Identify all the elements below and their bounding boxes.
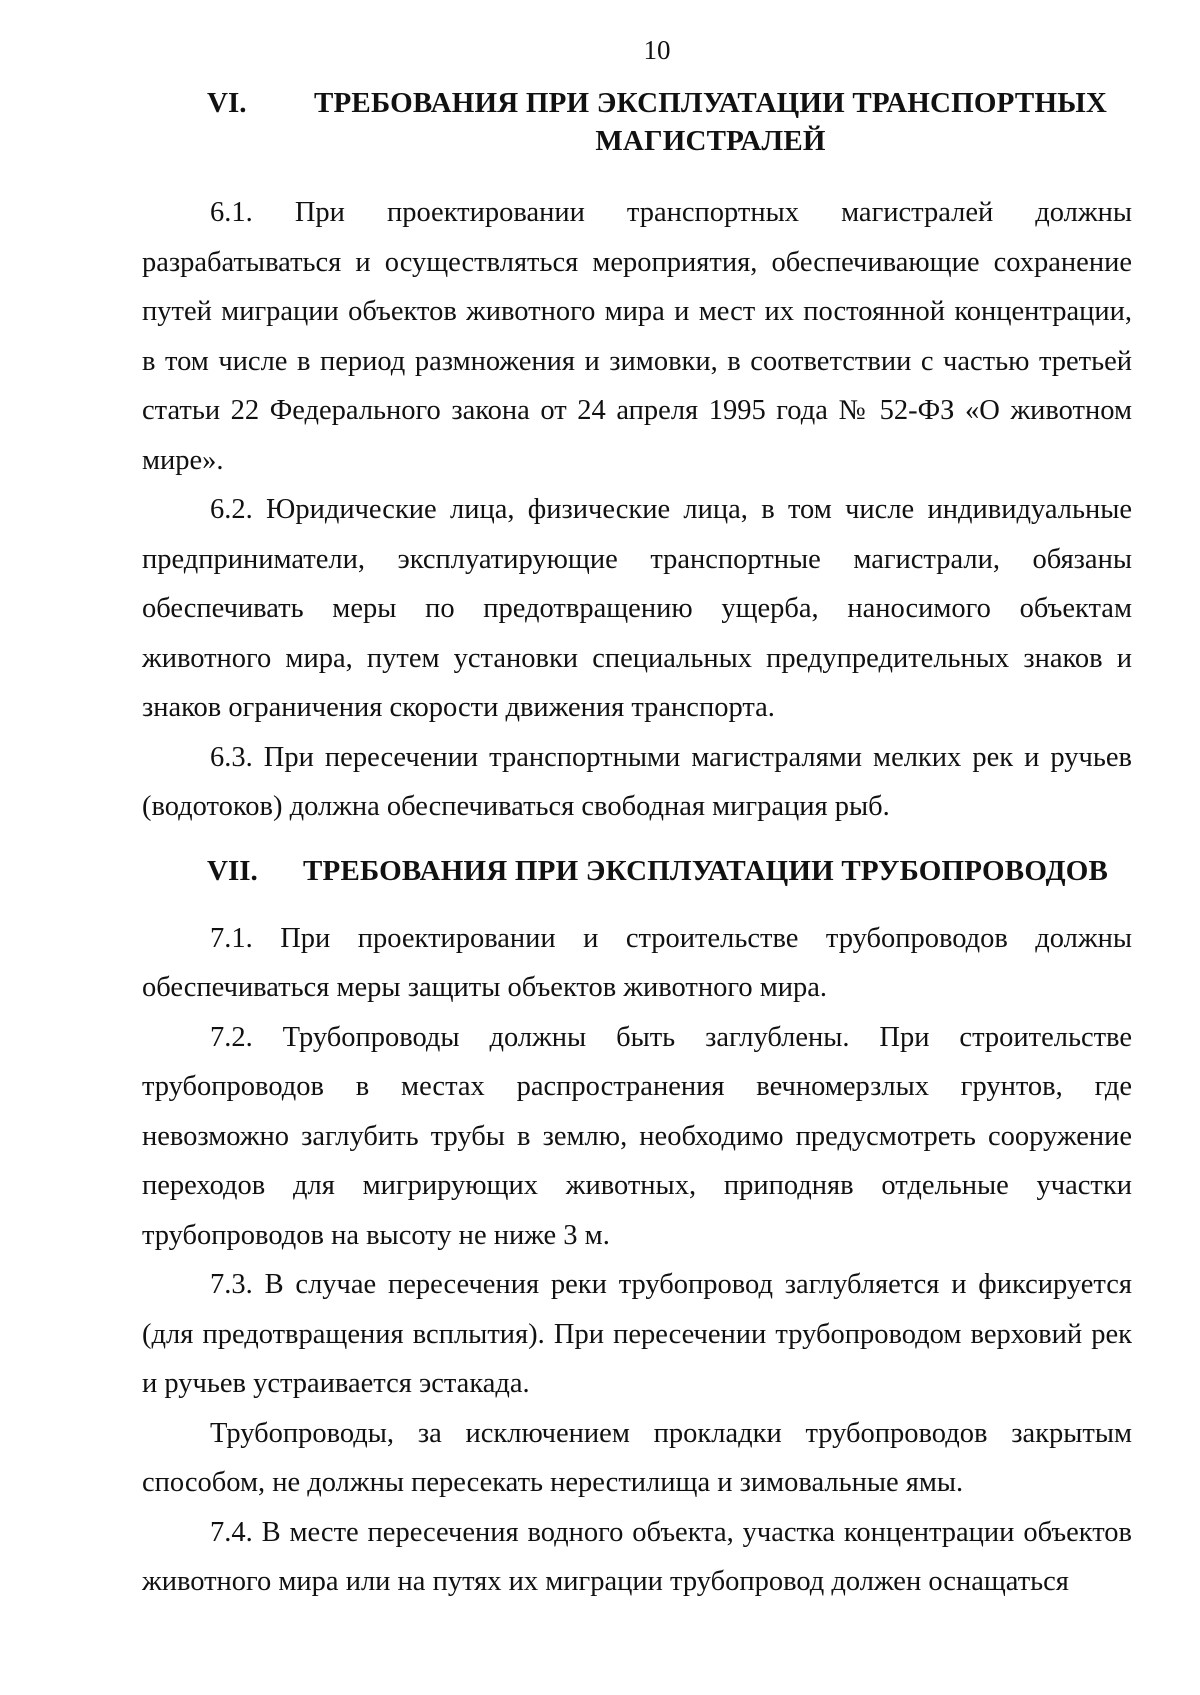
paragraph: Трубопроводы, за исключением прокладки трубопроводов закрытым способом, не должны пересекать нерестилища и зимовальные ямы. — [142, 1417, 1132, 1498]
section-number: VI. — [207, 87, 247, 119]
paragraph: 7.1. При проектировании и строительстве трубопроводов должны обеспечиваться меры защиты объектов животного мира. — [142, 922, 1132, 1003]
section-number: VII. — [207, 854, 258, 887]
paragraph: 7.2. Трубопроводы должны быть заглублены. При строительстве трубопроводов в местах распространения вечномерзлых грунтов, где невозможно заглубить трубы в землю, необходимо предусмотреть сооружение переходов для мигрирующих животных, приподняв отдельные участки трубопроводов на высоту не ниже 3 м. — [142, 1021, 1132, 1251]
section-title-line: МАГИСТРАЛЕЙ — [595, 125, 826, 157]
section-title-line: ТРЕБОВАНИЯ ПРИ ЭКСПЛУАТАЦИИ ТРАНСПОРТНЫХ — [313, 87, 1108, 119]
page-number: 10 — [643, 35, 671, 65]
section-heading — [142, 852, 1132, 890]
section-body — [142, 188, 1132, 832]
paragraph: 7.3. В случае пересечения реки трубопровод заглубляется и фиксируется (для предотвращения всплытия). При пересечении трубопроводом верховий рек и ручьев устраивается эстакада. — [142, 1269, 1132, 1399]
section-body — [142, 914, 1132, 1607]
section-title — [289, 84, 1132, 160]
paragraph: 6.1. При проектировании транспортных магистралей должны разрабатываться и осуществляться мероприятия, обеспечивающие сохранение путей миграции объектов животного мира и мест их постоянной концентрации, в том числе в период размножения и зимовки, в соответствии с частью третьей статьи 22 Федерального закона от 24 апреля 1995 года № 52-ФЗ «О животном мире». — [142, 197, 1132, 476]
section-title: ТРЕБОВАНИЯ ПРИ ЭКСПЛУАТАЦИИ ТРУБОПРОВОДОВ — [303, 854, 1109, 887]
paragraph: 6.3. При пересечении транспортными магистралями мелких рек и ручьев (водотоков) должна обеспечиваться свободная миграция рыб. — [142, 741, 1132, 822]
paragraph: 7.4. В месте пересечения водного объекта, участка концентрации объектов животного мира или на путях их миграции трубопровод должен оснащаться — [142, 1516, 1132, 1597]
section-heading — [142, 84, 1132, 160]
document-page — [142, 30, 1132, 1607]
paragraph: 6.2. Юридические лица, физические лица, в том числе индивидуальные предприниматели, эксплуатирующие транспортные магистрали, обязаны обеспечивать меры по предотвращению ущерба, наносимого объектам животного мира, путем установки специальных предупредительных знаков и знаков ограничения скорости движения транспорта. — [142, 494, 1132, 723]
